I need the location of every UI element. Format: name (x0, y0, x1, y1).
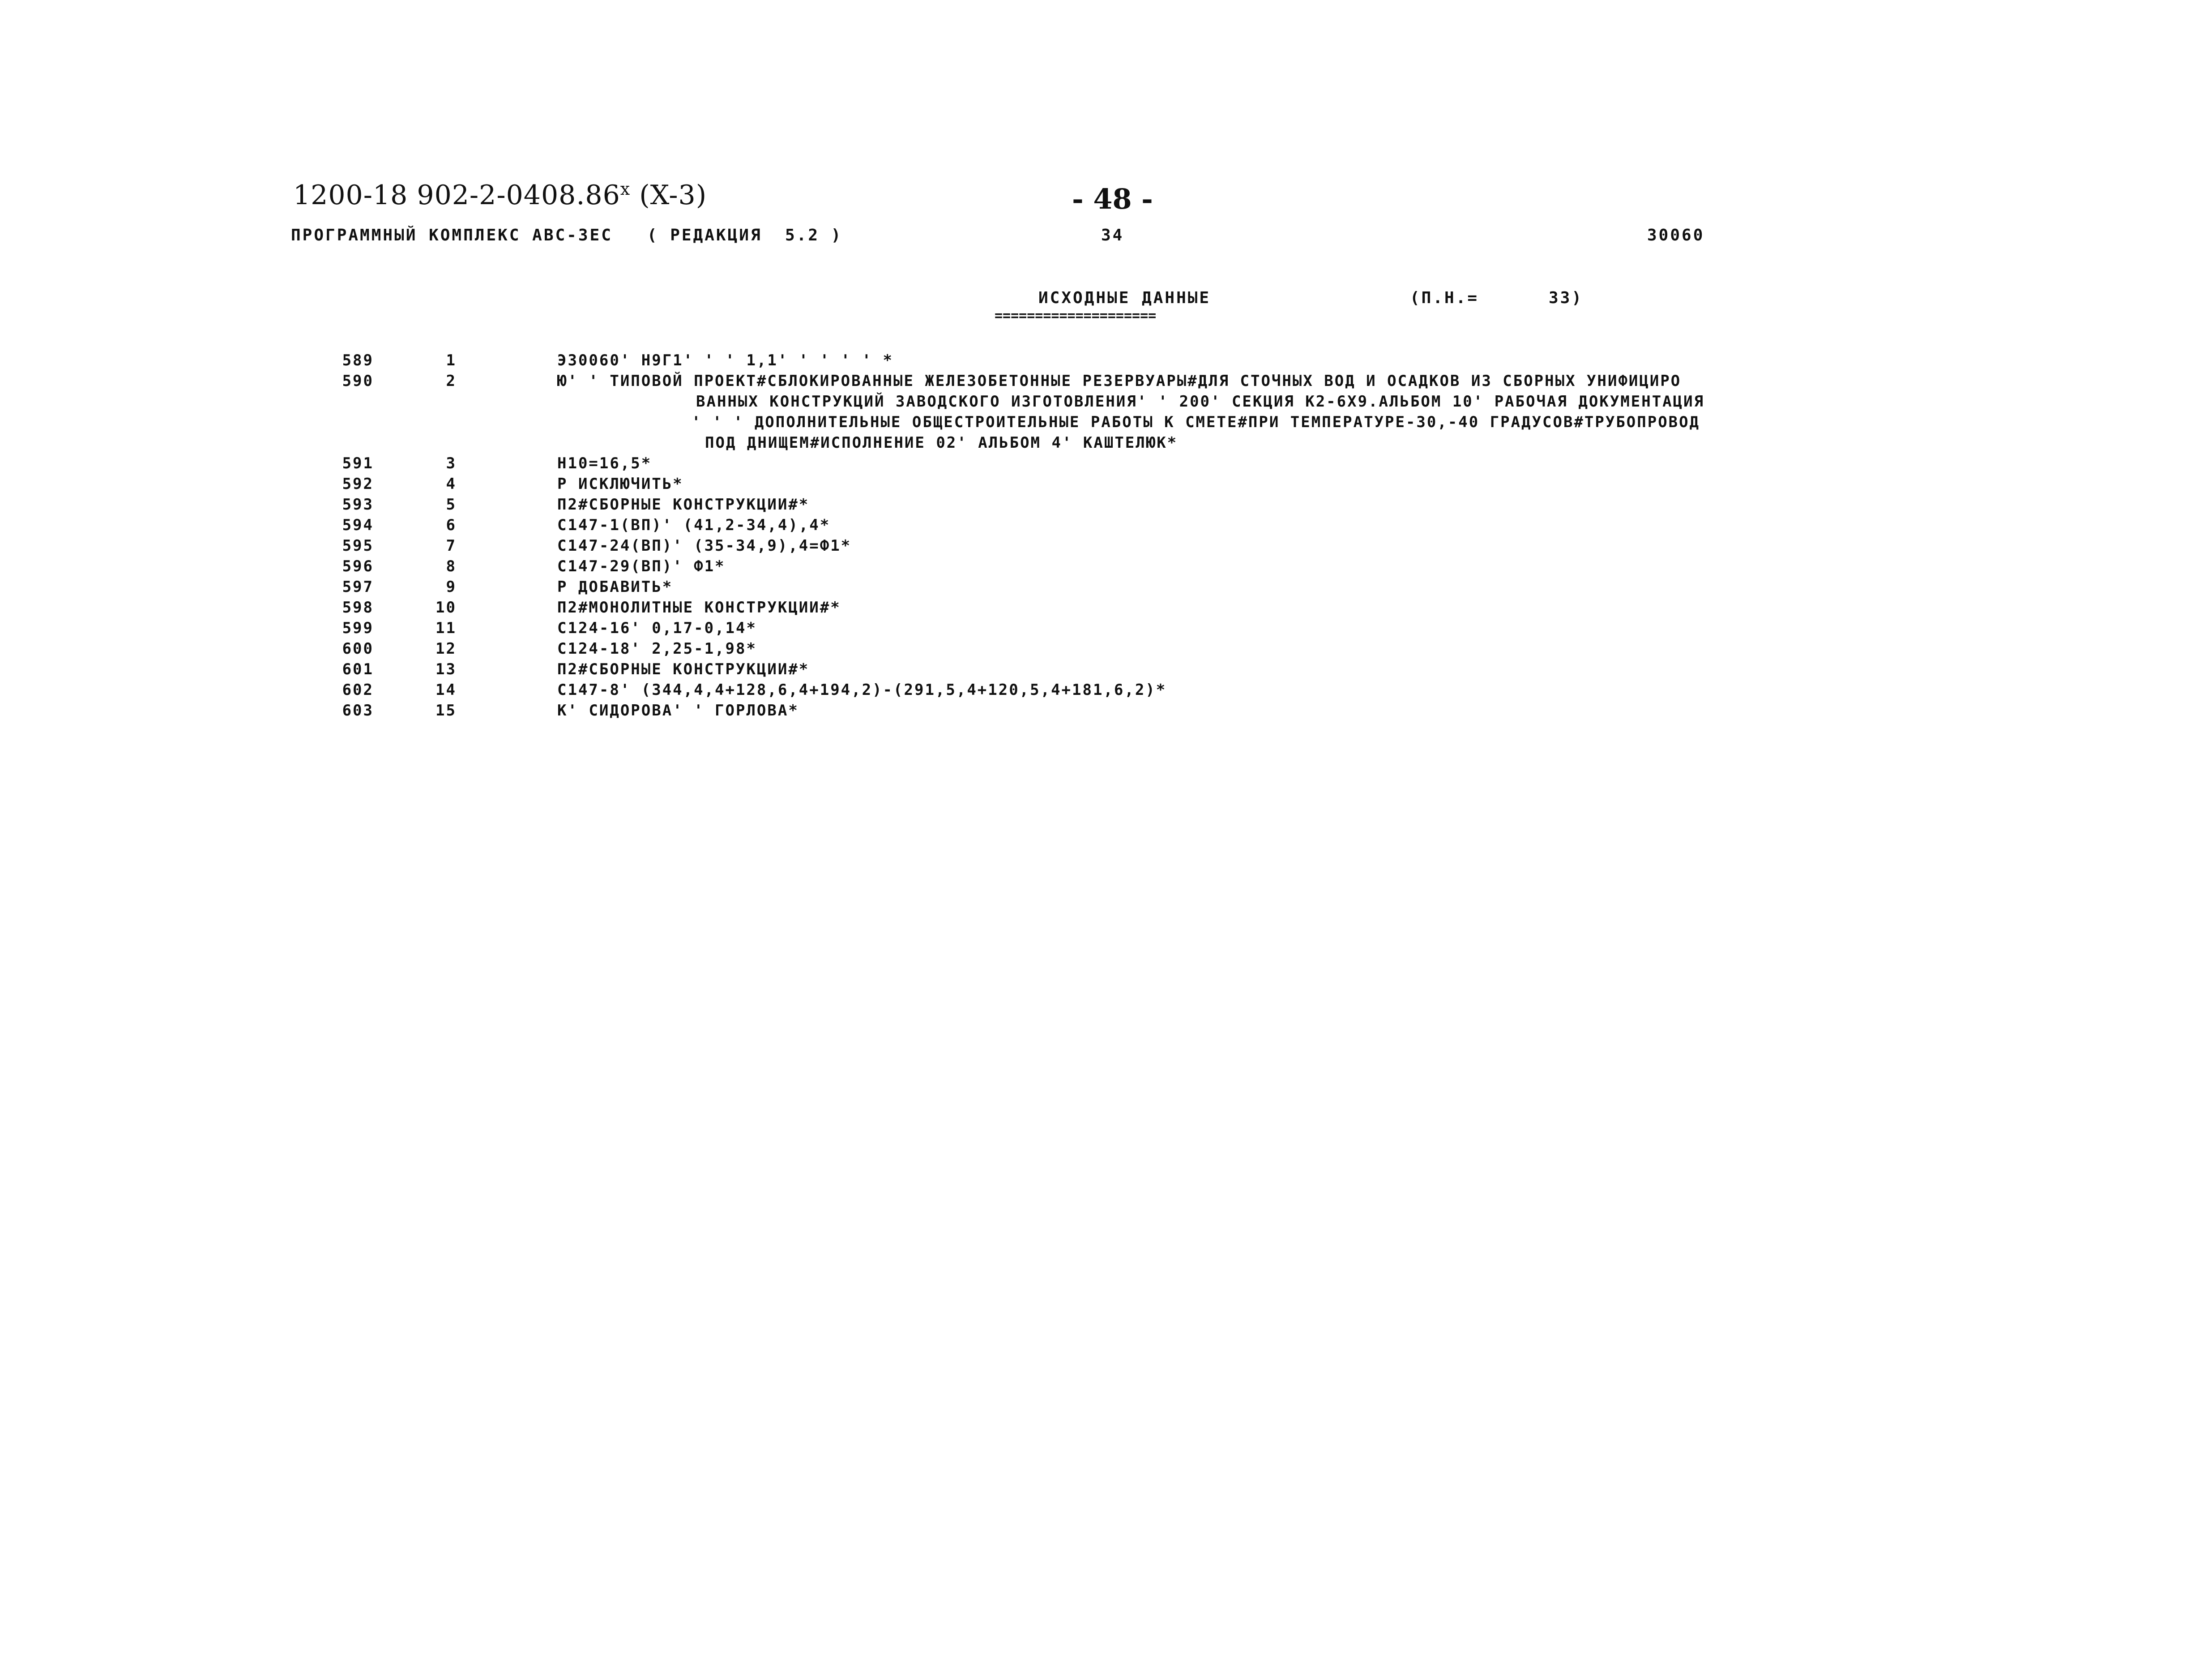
pn-value: 33) (1549, 289, 1584, 307)
listing-text: П2#СБОРНЫЕ КОНСТРУКЦИИ#* (557, 496, 810, 514)
listing-row (0, 537, 2212, 557)
listing-text: С147-8' (344,4,4+128,6,4+194,2)-(291,5,4+120,5,4+181,6,2)* (557, 681, 1167, 699)
section-underline: ==================== (995, 308, 1157, 324)
line-number: 596 (342, 557, 374, 575)
line-number: 595 (342, 537, 374, 555)
listing-row (0, 660, 2212, 681)
listing-text: С147-24(ВП)' (35-34,9),4=Ф1* (557, 537, 852, 555)
program-header: ПРОГРАММНЫЙ КОМПЛЕКС АВС-ЗЕС ( РЕДАКЦИЯ 5.2 ) (291, 226, 843, 244)
section-title: ИСХОДНЫЕ ДАННЫЕ (1038, 289, 1211, 307)
listing-text: С147-1(ВП)' (41,2-34,4),4* (557, 516, 831, 534)
sheet-number: 34 (1101, 226, 1124, 244)
sequence-number: 3 (446, 454, 457, 472)
stamp-tail: (X-3) (630, 180, 707, 211)
sequence-number: 1 (446, 351, 457, 369)
listing-row (0, 496, 2212, 516)
sequence-number: 14 (436, 681, 457, 699)
listing-text: С147-29(ВП)' Ф1* (557, 557, 726, 575)
sequence-number: 9 (446, 578, 457, 596)
listing-row (0, 372, 2212, 393)
listing-continuation-line (0, 434, 2212, 454)
listing-continuation-line (0, 393, 2212, 413)
line-number: 593 (342, 496, 374, 514)
listing-text: С124-16' 0,17-0,14* (557, 619, 757, 637)
line-number: 592 (342, 475, 374, 493)
listing-text: П2#СБОРНЫЕ КОНСТРУКЦИИ#* (557, 660, 810, 678)
listing-row (0, 702, 2212, 722)
listing-row (0, 516, 2212, 537)
listing-row (0, 578, 2212, 599)
stamp-main: 1200-18 902-2-0408.86 (293, 180, 620, 211)
listing-text: Э30060' Н9Г1' ' ' 1,1' ' ' ' ' * (557, 351, 894, 369)
listing-text: Р ДОБАВИТЬ* (557, 578, 673, 596)
sequence-number: 6 (446, 516, 457, 534)
data-listing (0, 351, 2212, 722)
line-number: 598 (342, 599, 374, 617)
line-number: 589 (342, 351, 374, 369)
listing-row (0, 475, 2212, 496)
pn-label: (П.Н.= (1410, 289, 1479, 307)
sequence-number: 10 (436, 599, 457, 617)
line-number: 603 (342, 702, 374, 719)
listing-row (0, 351, 2212, 372)
page-number: - 48 - (1072, 183, 1153, 215)
listing-text: Р ИСКЛЮЧИТЬ* (557, 475, 683, 493)
listing-text: Ю' ' ТИПОВОЙ ПРОЕКТ#СБЛОКИРОВАННЫЕ ЖЕЛЕЗОБЕТОННЫЕ РЕЗЕРВУАРЫ#ДЛЯ СТОЧНЫХ ВОД И ОСАДКОВ ИЗ СБОРНЫХ УНИФИЦИРО (557, 372, 1682, 390)
listing-row (0, 454, 2212, 475)
stamp-superscript: x (620, 179, 631, 199)
line-number: 590 (342, 372, 374, 390)
line-number: 599 (342, 619, 374, 637)
sequence-number: 11 (436, 619, 457, 637)
sequence-number: 8 (446, 557, 457, 575)
line-number: 601 (342, 660, 374, 678)
sequence-number: 5 (446, 496, 457, 514)
line-number: 597 (342, 578, 374, 596)
listing-row (0, 557, 2212, 578)
document-stamp (293, 179, 707, 211)
line-number: 594 (342, 516, 374, 534)
listing-row (0, 640, 2212, 660)
listing-text: ПОД ДНИЩЕМ#ИСПОЛНЕНИЕ 02' АЛЬБОМ 4' КАШТЕЛЮК* (705, 434, 1178, 452)
listing-row (0, 681, 2212, 702)
sequence-number: 7 (446, 537, 457, 555)
listing-text: ВАННЫХ КОНСТРУКЦИЙ ЗАВОДСКОГО ИЗГОТОВЛЕНИЯ' ' 200' СЕКЦИЯ К2-6Х9.АЛЬБОМ 10' РАБОЧАЯ ДОКУМЕНТАЦИЯ (696, 393, 1705, 411)
object-code: 30060 (1647, 226, 1705, 244)
listing-text: Н10=16,5* (557, 454, 652, 472)
listing-row (0, 599, 2212, 619)
listing-continuation-line (0, 413, 2212, 434)
listing-text: ' ' ' ДОПОЛНИТЕЛЬНЫЕ ОБЩЕСТРОИТЕЛЬНЫЕ РАБОТЫ К СМЕТЕ#ПРИ ТЕМПЕРАТУРЕ-30,-40 ГРАДУСОВ#ТРУБОПРОВОД (692, 413, 1700, 431)
sequence-number: 2 (446, 372, 457, 390)
line-number: 600 (342, 640, 374, 658)
sequence-number: 4 (446, 475, 457, 493)
listing-text: П2#МОНОЛИТНЫЕ КОНСТРУКЦИИ#* (557, 599, 841, 617)
listing-text: К' СИДОРОВА' ' ГОРЛОВА* (557, 702, 799, 719)
sequence-number: 12 (436, 640, 457, 658)
listing-text: С124-18' 2,25-1,98* (557, 640, 757, 658)
sequence-number: 15 (436, 702, 457, 719)
sequence-number: 13 (436, 660, 457, 678)
line-number: 591 (342, 454, 374, 472)
listing-row (0, 619, 2212, 640)
line-number: 602 (342, 681, 374, 699)
